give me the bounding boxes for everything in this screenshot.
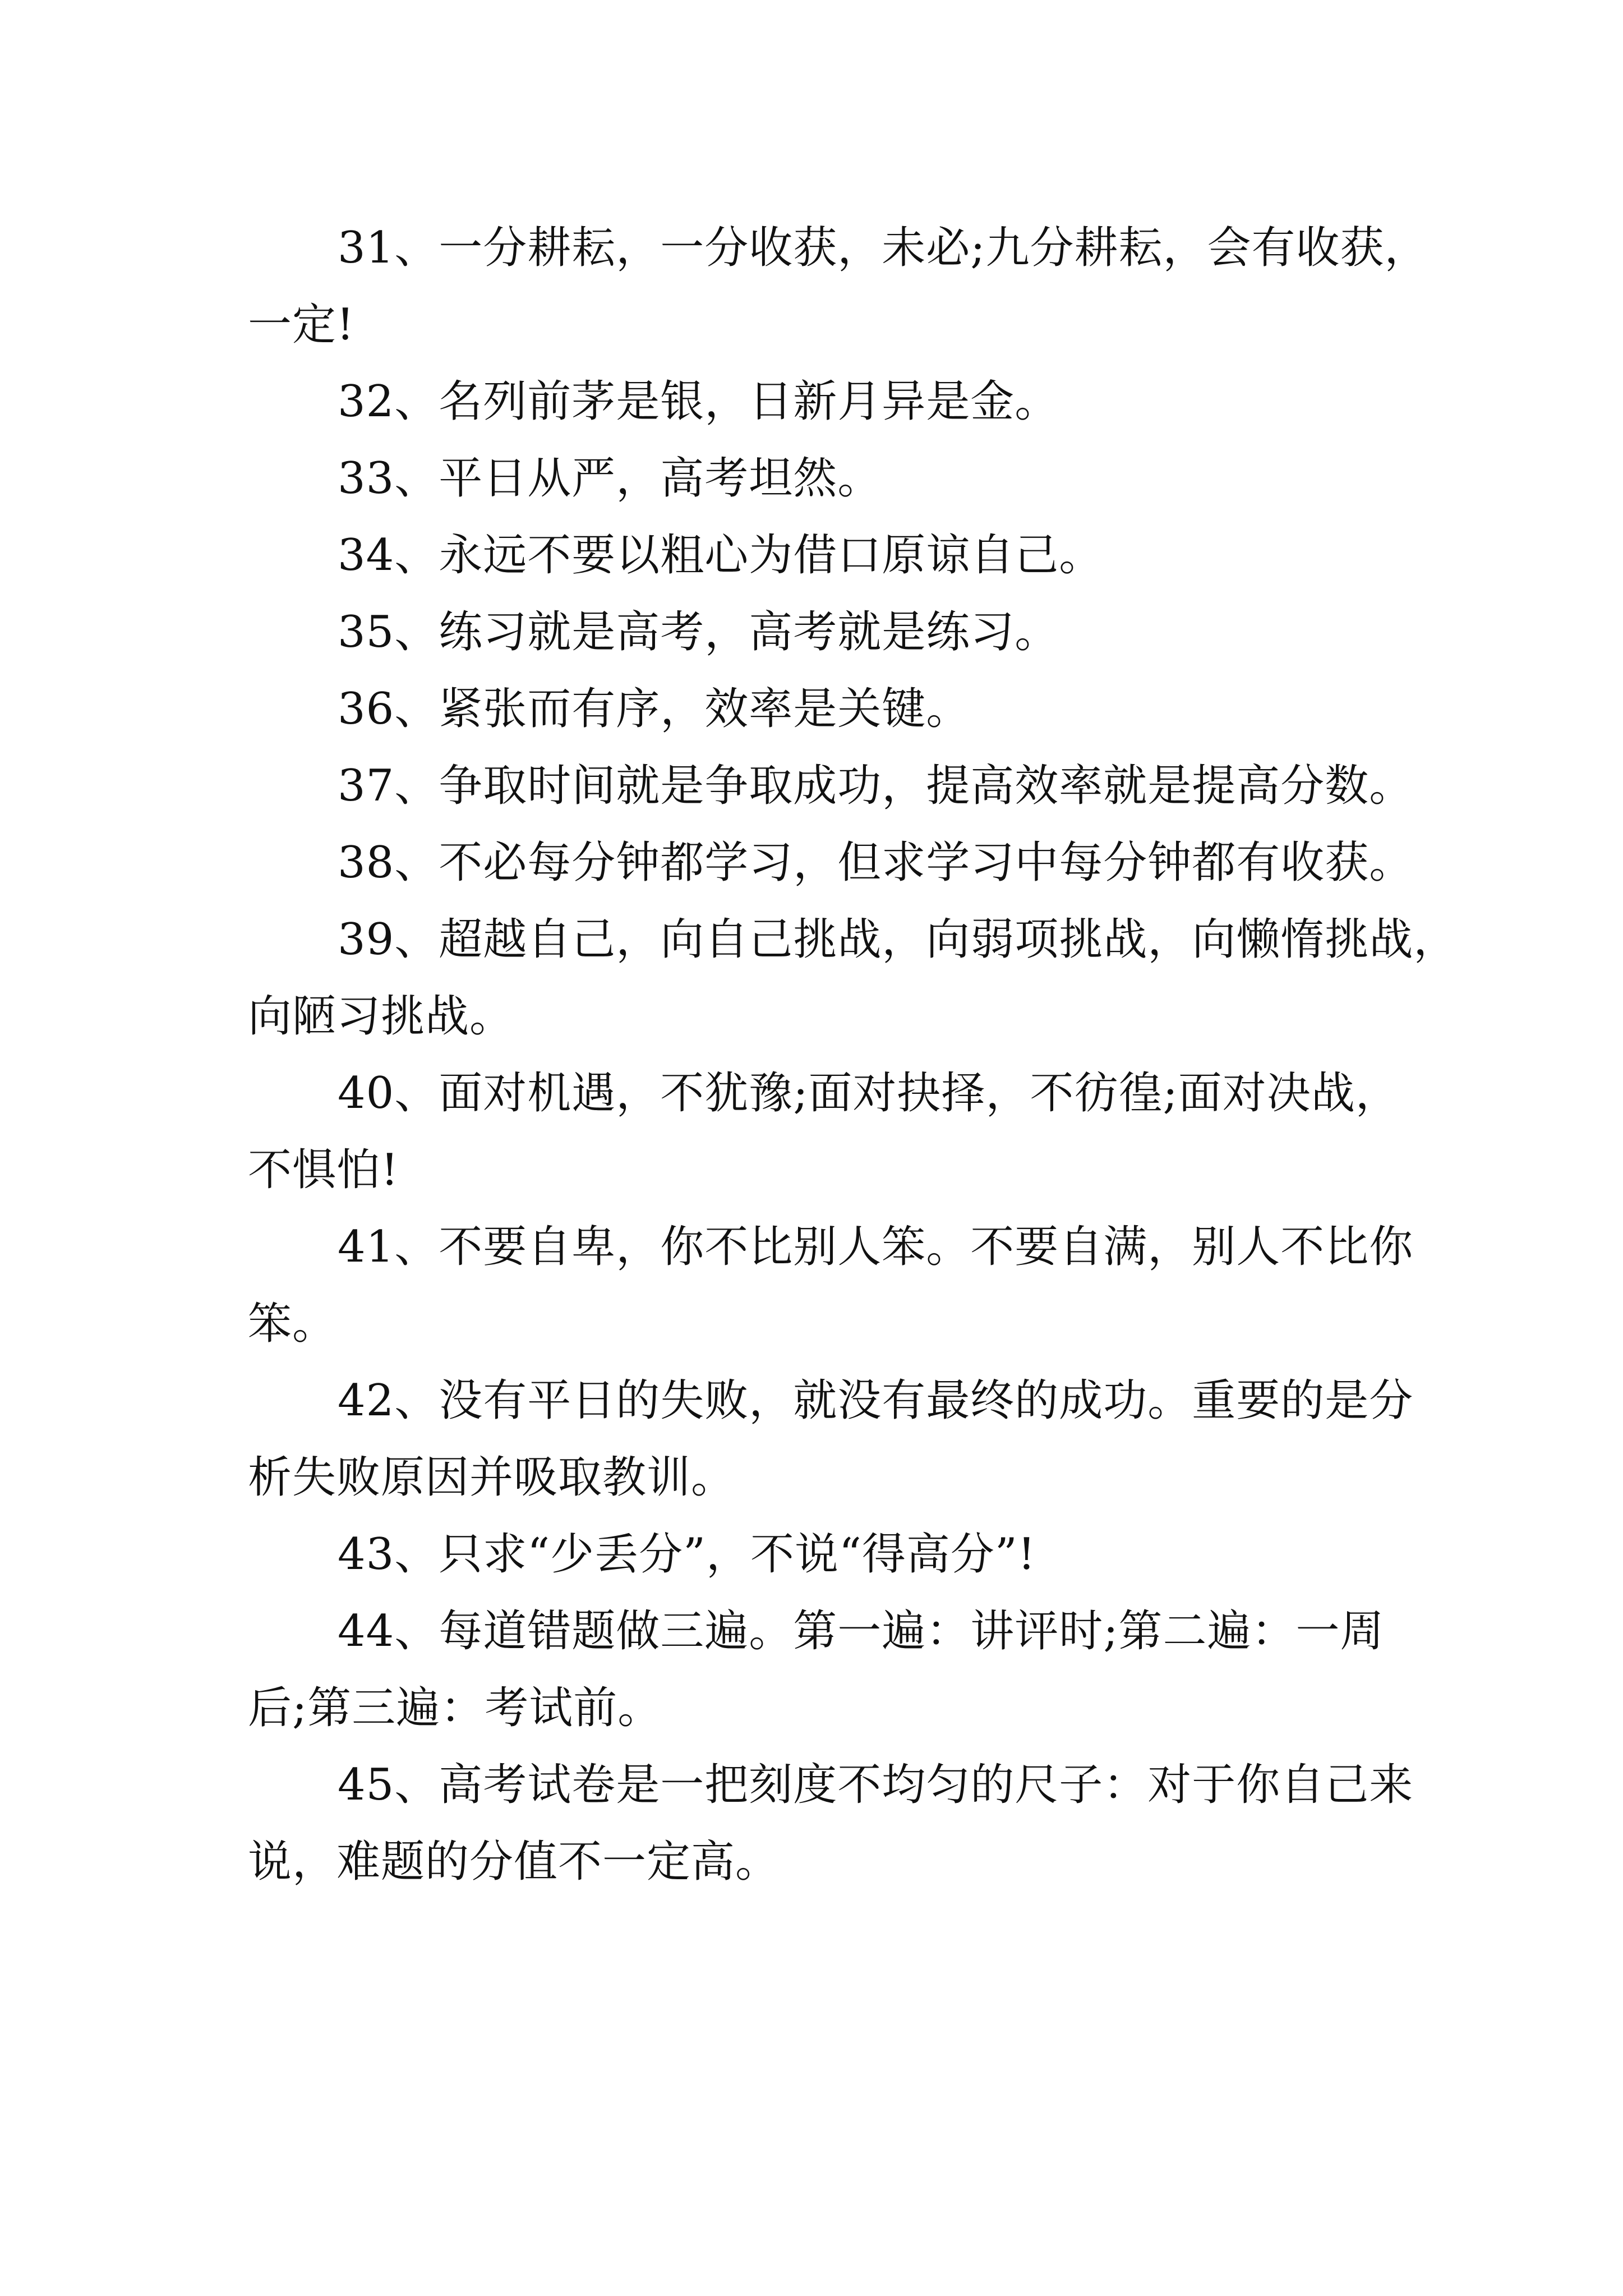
item-line: 41、不要自卑，你不比别人笨。不要自满，别人不比你 — [338, 1222, 1414, 1272]
item-line: 38、不必每分钟都学习，但求学习中每分钟都有收获。 — [338, 838, 1414, 888]
list-item — [248, 1516, 1482, 1593]
list-item — [248, 671, 1482, 748]
item-line-continuation: 笨。 — [248, 1299, 337, 1349]
item-line-continuation: 向陋习挑战。 — [248, 991, 514, 1042]
item-line: 42、没有平日的失败，就没有最终的成功。重要的是分 — [338, 1375, 1414, 1426]
item-line-continuation: 析失败原因并吸取教训。 — [248, 1452, 736, 1503]
list-item — [248, 1055, 1482, 1209]
item-line: 35、练习就是高考，高考就是练习。 — [338, 607, 1059, 657]
item-line: 31、一分耕耘，一分收获，未必;九分耕耘，会有收获， — [338, 223, 1429, 273]
item-line: 40、面对机遇，不犹豫;面对抉择，不彷徨;面对决战， — [338, 1068, 1400, 1119]
document-body — [248, 210, 1482, 1901]
list-item — [248, 364, 1482, 440]
item-line: 43、只求“少丢分”，不说“得高分”! — [338, 1529, 1036, 1580]
list-item — [248, 1209, 1482, 1363]
item-line-continuation: 说，难题的分值不一定高。 — [248, 1837, 780, 1887]
list-item — [248, 440, 1482, 517]
item-line: 36、紧张而有序，效率是关键。 — [338, 684, 971, 734]
list-item — [248, 594, 1482, 671]
list-item — [248, 825, 1482, 901]
item-line: 45、高考试卷是一把刻度不均匀的尺子：对于你自己来 — [338, 1760, 1414, 1810]
list-item — [248, 1363, 1482, 1516]
list-item — [248, 1593, 1482, 1747]
list-item — [248, 901, 1482, 1055]
item-line-continuation: 一定! — [248, 300, 355, 350]
item-line: 32、名列前茅是银，日新月异是金。 — [338, 376, 1059, 427]
item-line: 39、超越自己，向自己挑战，向弱项挑战，向懒惰挑战， — [338, 914, 1458, 965]
item-line: 33、平日从严，高考坦然。 — [338, 453, 882, 504]
item-line: 34、永远不要以粗心为借口原谅自己。 — [338, 530, 1104, 581]
list-item — [248, 517, 1482, 594]
list-item — [248, 748, 1482, 825]
list-item — [248, 1747, 1482, 1901]
item-line: 44、每道错题做三遍。第一遍：讲评时;第二遍：一周 — [338, 1606, 1385, 1657]
item-line-continuation: 后;第三遍：考试前。 — [248, 1683, 662, 1733]
list-item — [248, 210, 1482, 364]
item-line-continuation: 不惧怕! — [248, 1145, 399, 1195]
item-line: 37、争取时间就是争取成功，提高效率就是提高分数。 — [338, 761, 1414, 811]
